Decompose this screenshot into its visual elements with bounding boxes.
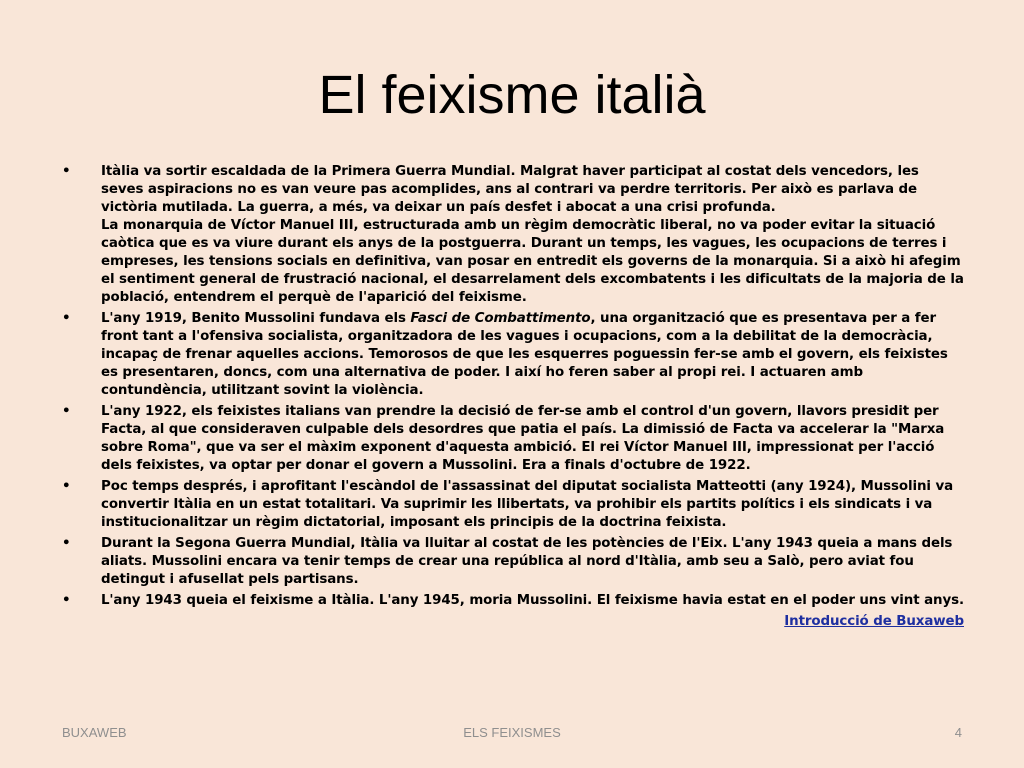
bullet-text-italic: Fasci de Combattimento xyxy=(410,311,591,326)
slide-title: El feixisme italià xyxy=(318,65,706,125)
bullet-dot-icon: • xyxy=(62,404,71,419)
footer-left-label: BUXAWEB xyxy=(62,725,127,740)
bullet-paragraph: La monarquia de Víctor Manuel III, estructurada amb un règim democràtic liberal, no va poder evitar la situació caòtica que es va viure durant els anys de la postguerra. Durant un temps, les vagues, les ocupacions de terres i empreses, les tensions socials en definitiva, van posar en entredit els governs de la monarquia. Si a això hi afegim el sentiment general de frustració nacional, el desarrelament dels excombatents i les dificultats de la majoria de la població, entendrem el perquè de l'aparició del feixisme. xyxy=(101,218,964,305)
bullet-paragraph: Itàlia va sortir escaldada de la Primera Guerra Mundial. Malgrat haver participat al costat dels vencedors, les seves aspiracions no es van veure pas acomplides, ans al contrari va perdre territoris. Per això es parlava de victòria mutilada. La guerra, a més, va deixar un país desfet i abocat a una crisi profunda. xyxy=(101,164,919,215)
bullet-dot-icon: • xyxy=(62,536,71,551)
footer-center-label: ELS FEIXISMES xyxy=(463,725,561,740)
buxaweb-intro-link[interactable]: Introducció de Buxaweb xyxy=(784,614,964,629)
bullet-item xyxy=(62,535,964,589)
bullet-item xyxy=(62,310,964,400)
link-row xyxy=(62,613,964,631)
bullet-item xyxy=(62,592,964,610)
bullet-paragraph: L'any 1943 queia el feixisme a Itàlia. L'any 1945, moria Mussolini. El feixisme havia estat en el poder uns vint anys. xyxy=(101,593,964,608)
bullet-dot-icon: • xyxy=(62,593,71,608)
slide-body xyxy=(62,163,964,631)
bullet-paragraph xyxy=(101,310,964,400)
bullet-item xyxy=(62,478,964,532)
bullet-dot-icon: • xyxy=(62,311,71,326)
bullet-text-after: , una organització que es presentava per a fer front tant a l'ofensiva socialista, organitzadora de les vagues i ocupacions, com a la debilitat de la democràcia, incapaç de frenar aquelles accions. Temorosos de que les esquerres poguessin fer-se amb el govern, els feixistes es presentaren, doncs, com una alternativa de poder. I així ho feren saber al propi rei. I actuaren amb contundència, utilitzant sovint la violència. xyxy=(101,311,948,398)
bullet-paragraph: Poc temps després, i aprofitant l'escàndol de l'assassinat del diputat socialista Matteotti (any 1924), Mussolini va convertir Itàlia en un estat totalitari. Va suprimir les llibertats, va prohibir els partits polítics i els sindicats i va institucionalitzar un règim dictatorial, imposant els principis de la doctrina feixista. xyxy=(101,479,954,530)
bullet-item xyxy=(62,163,964,307)
bullet-paragraph: L'any 1922, els feixistes italians van prendre la decisió de fer-se amb el control d'un govern, llavors presidit per Facta, al que consideraven culpable dels desordres que patia el país. La dimissió de Facta va accelerar la "Marxa sobre Roma", que va ser el màxim exponent d'aquesta ambició. El rei Víctor Manuel III, impressionat per l'acció dels feixistes, va optar per donar el govern a Mussolini. Era a finals d'octubre de 1922. xyxy=(101,404,945,473)
bullet-dot-icon: • xyxy=(62,164,71,179)
slide-number: 4 xyxy=(954,725,962,740)
bullet-paragraph: Durant la Segona Guerra Mundial, Itàlia va lluitar al costat de les potències de l'Eix. L'any 1943 queia a mans dels aliats. Mussolini encara va tenir temps de crear una república al nord d'Itàlia, amb seu a Salò, pero aviat fou detingut i afusellat pels partisans. xyxy=(101,536,953,587)
bullet-item xyxy=(62,403,964,475)
bullet-text-before: L'any 1919, Benito Mussolini fundava els xyxy=(101,311,411,326)
bullet-dot-icon: • xyxy=(62,479,71,494)
